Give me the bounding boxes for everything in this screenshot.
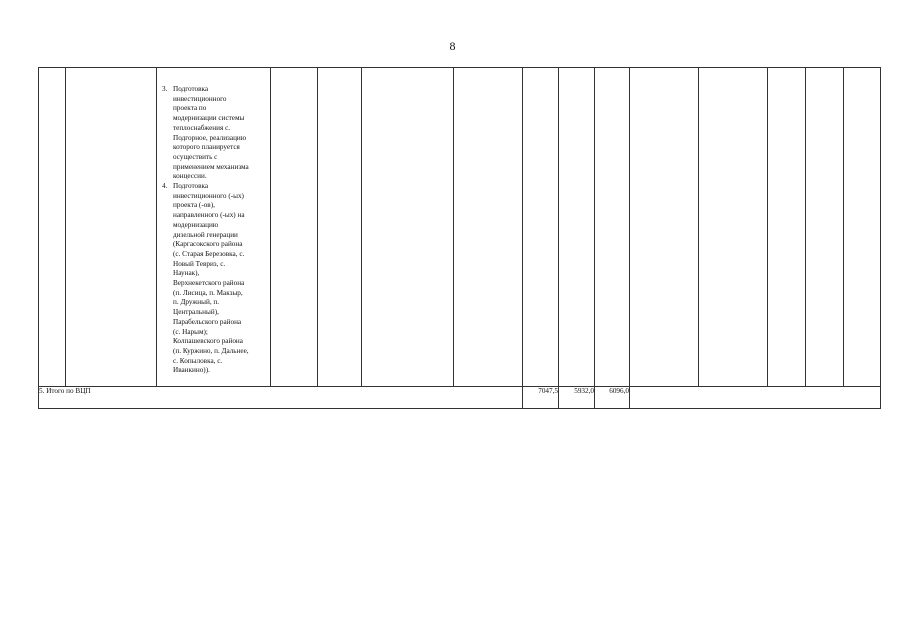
text-line: проекта (-ов), <box>173 201 215 210</box>
text-line: п. Дружный, п. <box>173 298 220 307</box>
text-line: применением механизма <box>173 162 249 171</box>
table-cell <box>271 68 318 387</box>
table-cell <box>844 68 881 387</box>
text-line: концессии. <box>173 172 207 181</box>
table-cell <box>362 68 454 387</box>
item-number: 3. <box>162 85 168 93</box>
total-value: 5932,0 <box>559 387 595 409</box>
table-cell <box>454 68 523 387</box>
text-line: инвестиционного (-ых) <box>173 191 244 200</box>
table-cell <box>768 68 806 387</box>
item-number: 4. <box>162 182 168 191</box>
text-line: теплоснабжения с. <box>173 123 231 132</box>
text-line: (с. Старая Березовка, с. <box>173 249 245 258</box>
text-line: Колпашевского района <box>173 337 243 346</box>
total-value: 6096,0 <box>595 387 630 409</box>
table-cell <box>39 68 66 387</box>
text-line: (п. Куржино, п. Дальнее, <box>173 346 249 355</box>
item-text <box>173 85 268 182</box>
text-line: Подгорное, реализацию <box>173 133 247 142</box>
text-line: которого планируется <box>173 143 240 152</box>
text-line: Парабельского района <box>173 317 242 326</box>
table-cell <box>595 68 630 387</box>
table-cell <box>630 387 881 409</box>
activities-cell <box>157 68 271 387</box>
table-cell <box>66 68 157 387</box>
text-line: Новый Тевриз, с. <box>173 259 226 268</box>
text-line: Иванкино)). <box>173 366 210 375</box>
text-line: с. Копыловка, с. <box>173 356 223 365</box>
total-value: 7047,5 <box>523 387 559 409</box>
text-line: Верхнекетского района <box>173 279 245 288</box>
text-line: (п. Лисица, п. Макзыр, <box>173 288 243 297</box>
text-line: модернизацию <box>173 220 219 229</box>
activity-list <box>157 68 270 376</box>
text-line: Наунак), <box>173 269 200 278</box>
text-line: направленного (-ых) на <box>173 211 245 220</box>
table-cell <box>559 68 595 387</box>
text-line: осуществить с <box>173 152 218 161</box>
text-line: модернизации системы <box>173 114 245 123</box>
table-cell <box>699 68 768 387</box>
text-line: дизельной генерации <box>173 230 238 239</box>
program-table <box>38 67 881 409</box>
item-text <box>173 182 268 376</box>
total-label: 5. Итого по ВЦП <box>39 387 523 409</box>
page-number: 8 <box>449 39 456 53</box>
table-cell <box>523 68 559 387</box>
table-row <box>39 68 881 387</box>
table-cell <box>806 68 844 387</box>
text-line: инвестиционного <box>173 94 227 103</box>
total-row <box>39 387 881 409</box>
table-cell <box>630 68 699 387</box>
table-cell <box>318 68 362 387</box>
list-item <box>162 182 268 376</box>
text-line: (с. Нарым); <box>173 327 208 336</box>
text-line: Подготовка <box>173 85 209 93</box>
list-item <box>162 85 268 182</box>
text-line: (Каргасокского района <box>173 240 243 249</box>
text-line: Подготовка <box>173 182 209 191</box>
text-line: проекта по <box>173 104 207 113</box>
text-line: Центральный), <box>173 308 219 317</box>
